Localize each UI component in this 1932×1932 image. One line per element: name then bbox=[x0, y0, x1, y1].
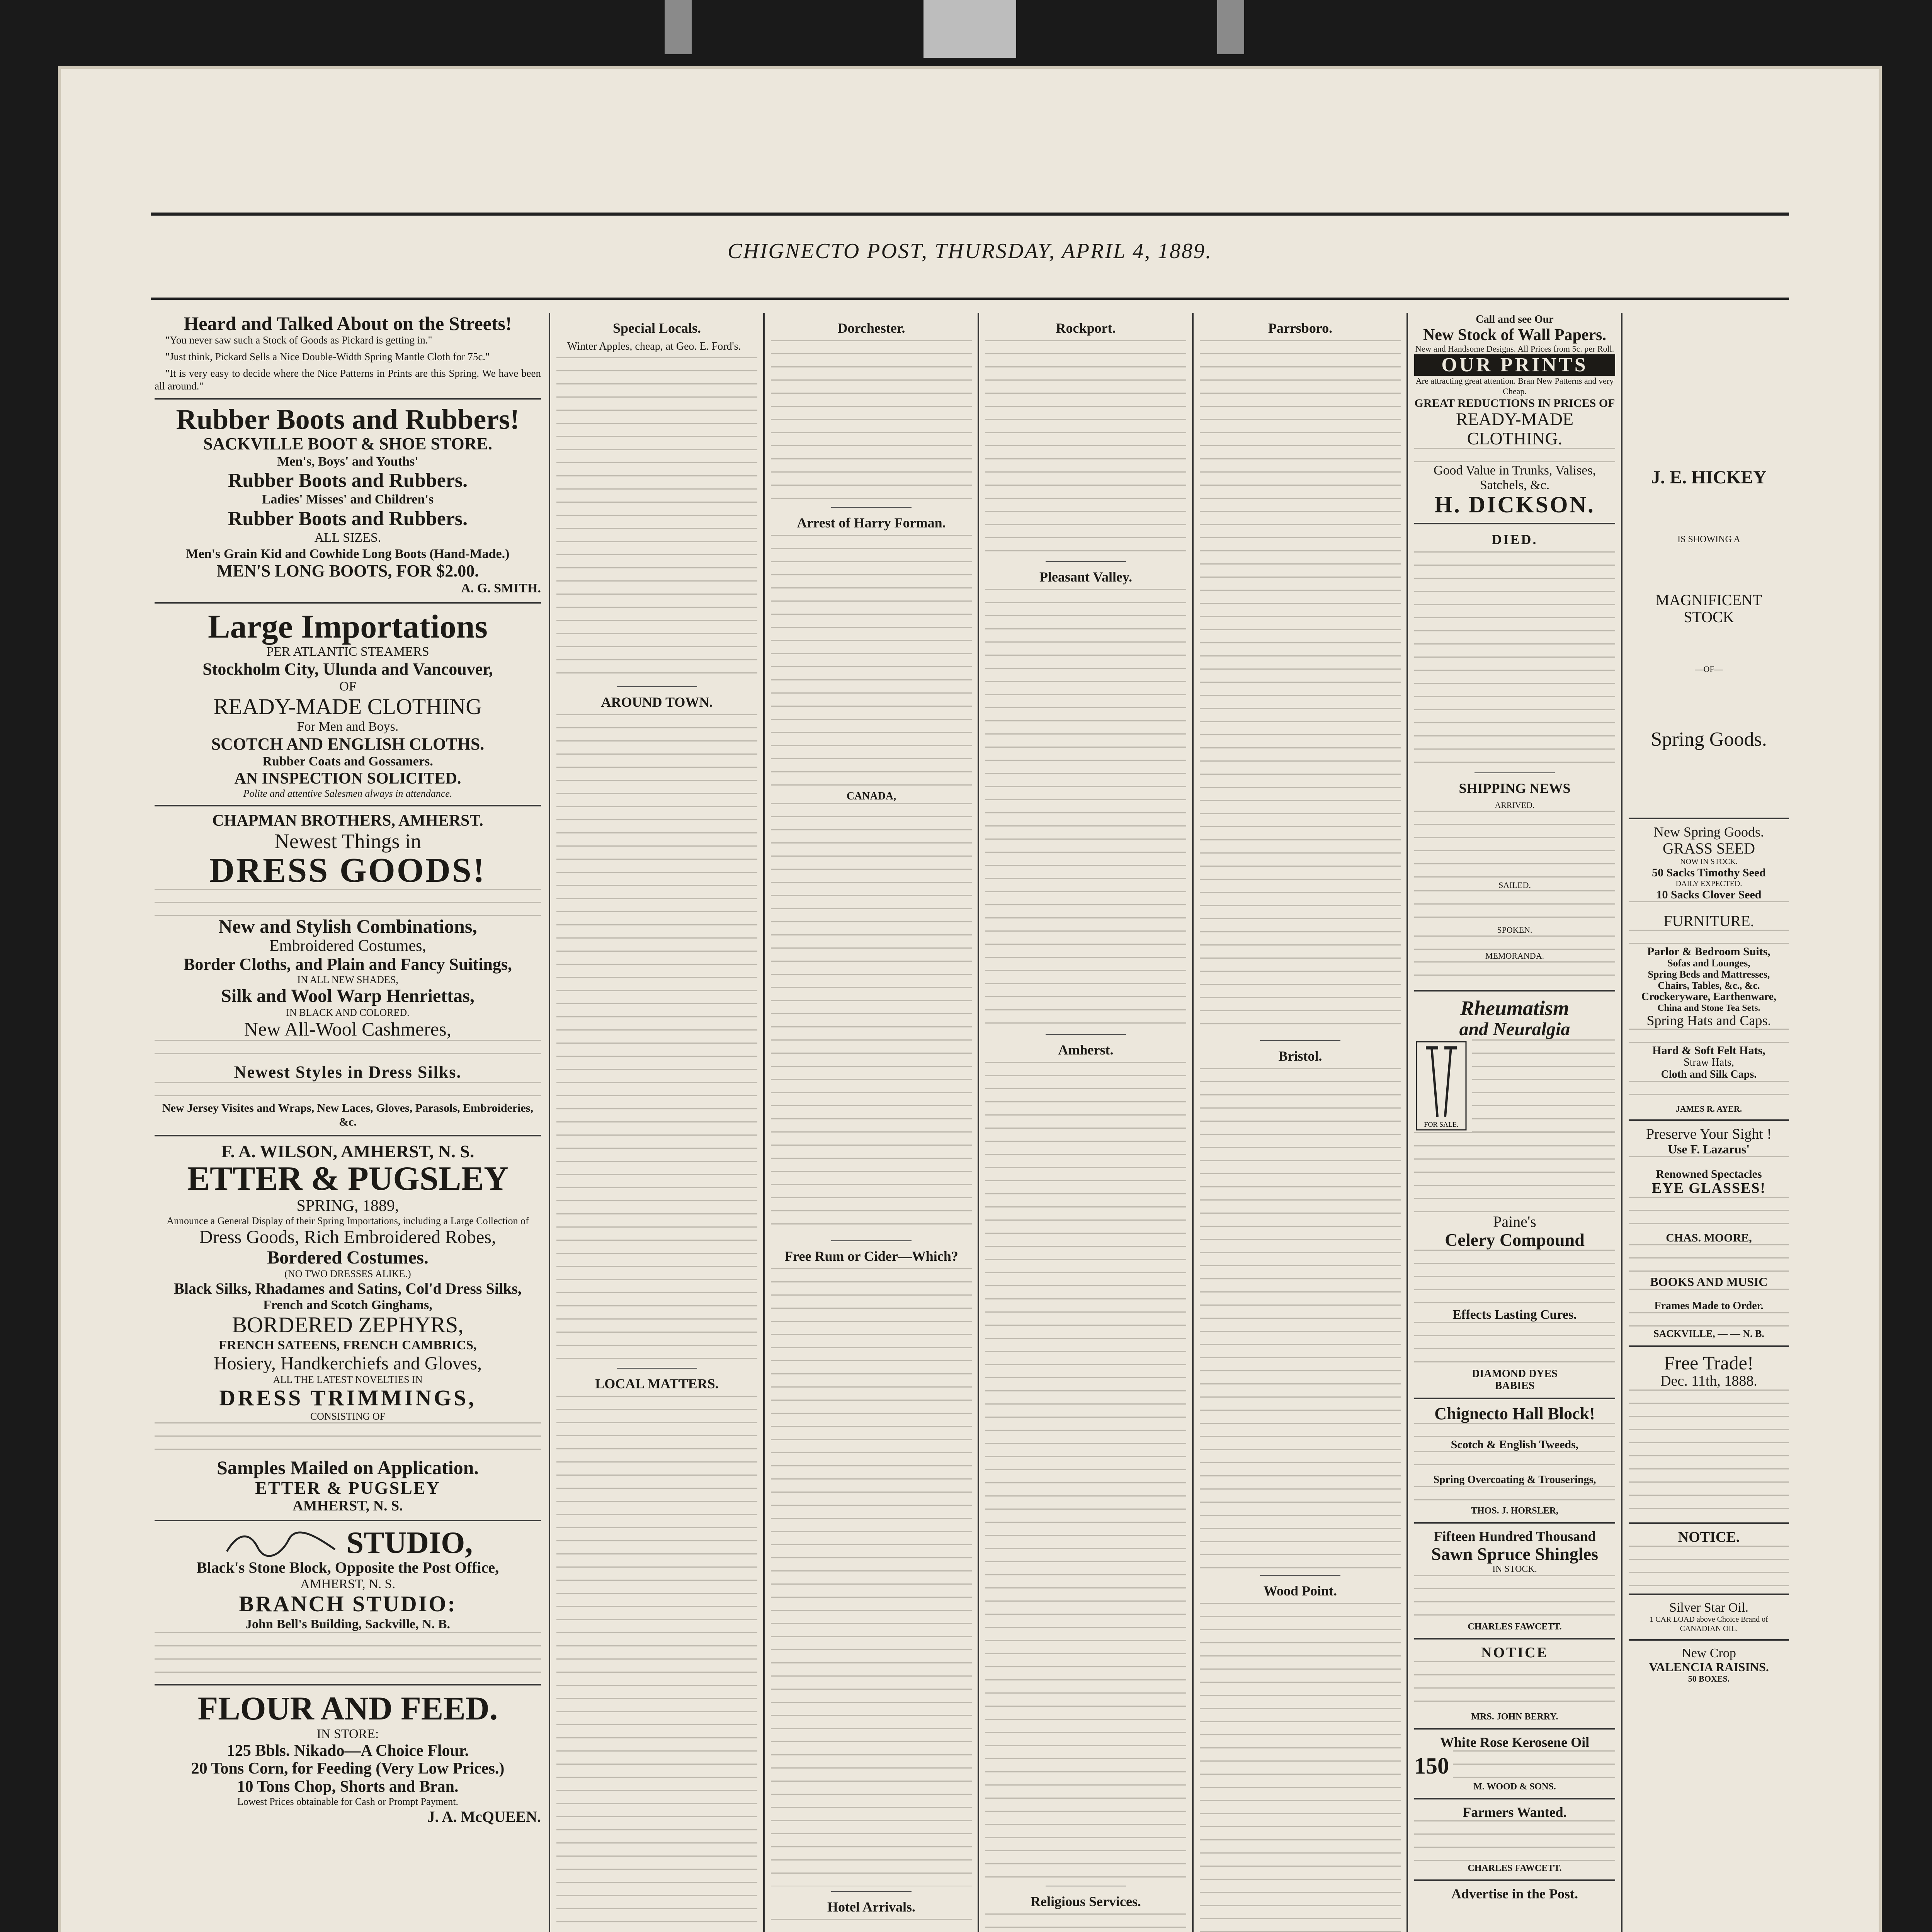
binder-clip-center bbox=[923, 0, 1016, 58]
fifteen-hundred: Fifteen Hundred Thousand bbox=[1434, 1529, 1596, 1544]
top-rule bbox=[151, 213, 1789, 216]
column-5 bbox=[1200, 313, 1401, 1932]
chapman-brothers: CHAPMAN BROTHERS, AMHERST. bbox=[212, 812, 483, 830]
around-town: AROUND TOWN. bbox=[601, 694, 713, 710]
dickson: H. DICKSON. bbox=[1434, 492, 1595, 518]
column-3: Dorchester. Arrest of Harry Forman. CANADA, Free Rum or Cider—Which? Hotel Arrivals. bbox=[771, 313, 972, 1932]
spring-hats: Spring Hats and Caps. bbox=[1646, 1013, 1771, 1029]
preserve-sight: Preserve Your Sight ! bbox=[1646, 1126, 1772, 1143]
wall-papers: New Stock of Wall Papers. bbox=[1423, 326, 1607, 344]
free-rum-cider: Free Rum or Cider—Which? bbox=[784, 1248, 958, 1264]
amherst-head: Amherst. bbox=[1058, 1042, 1114, 1058]
column-4 bbox=[985, 313, 1186, 1932]
crutches-illustration bbox=[1414, 1039, 1468, 1132]
streets-item: "It is very easy to decide where the Nice Patterns in Prints are this Spring. We have been all around." bbox=[155, 367, 541, 392]
binder-clip-right bbox=[1217, 0, 1244, 54]
special-locals: Special Locals. bbox=[612, 320, 701, 336]
bristol-head: Bristol. bbox=[1278, 1048, 1322, 1064]
wood-point-head: Wood Point. bbox=[1263, 1583, 1337, 1599]
furniture: FURNITURE. bbox=[1663, 912, 1754, 930]
white-rose-kerosene: White Rose Kerosene Oil bbox=[1440, 1735, 1590, 1750]
spring-goods: Spring Goods. bbox=[1651, 728, 1767, 750]
column-6: Call and see Our New Stock of Wall Papers. New and Handsome Designs. All Prices from 5c. per Roll. OUR PRINTS Are attracting great attention. Bran New Patterns and very Cheap. GREAT REDUCTIONS IN PRICES OF READY-MADE CLOTHING. Good Value in Trunks, Valises, Satchels, &c. H. DICKSON. DIED. SHIPPING NEWS ARRIVED. SAILED. SPOKEN. MEMORANDA. Rheumatism and Neuralgia FOR SALE. Paine's Celery Compound Effects Lasting Cures. DIAMOND DYES BABIES Chignecto Hall Block! Scotch & English Tweeds, Spring Overcoating & Trouserings, THOS. J. HORSLER, Fifteen Hundred Thousand Sawn Spruce Shingles IN STOCK. CHARLES FAWCETT. NOTICE MRS. JOHN BERRY. White Rose Kerosene Oil 150 M. WOOD & SONS. Farmers Wanted. CHARLES FAWCETT. Advertise in the Post. bbox=[1414, 313, 1615, 1901]
arrest-harry-forman: Arrest of Harry Forman. bbox=[797, 515, 946, 531]
shipping-news: SHIPPING NEWS bbox=[1459, 780, 1571, 796]
signature-logo bbox=[223, 1528, 339, 1559]
smith-signature: A. G. SMITH. bbox=[461, 581, 541, 596]
streets-item: "You never saw such a Stock of Goods as Pickard is getting in." bbox=[165, 334, 432, 346]
streets-item: "Just think, Pickard Sells a Nice Double-Width Spring Mantle Cloth for 75c." bbox=[165, 350, 490, 362]
column-7: J. E. HICKEY IS SHOWING A MAGNIFICENT STOCK —OF— Spring Goods. New Spring Goods. GRASS SEED NOW IN STOCK. 50 Sacks Timothy Seed DAILY EXPECTED. 10 Sacks Clover Seed FURNITURE. Parlor & Bedroom Suits, Sofas and Lounges, Spring Beds and Mattresses, Chairs, Tables, &c., &c. Crockeryware, Earthenware, China and Stone Tea Sets. Spring Hats and Caps. Hard & Soft Felt Hats, Straw Hats, Cloth and Silk Caps. JAMES R. AYER. Preserve Your Sight ! Use F. Lazarus' Renowned Spectacles EYE GLASSES! CHAS. MOORE, BOOKS AND MUSIC Frames Made to Order. SACKVILLE, — — N. B. Free Trade! Dec. 11th, 1888. NOTICE. Silver Star Oil. 1 CAR LOAD above Choice Brand of CANADIAN OIL. New Crop VALENCIA RAISINS. 50 BOXES. bbox=[1629, 313, 1789, 1932]
boot-store: SACKVILLE BOOT & SHOE STORE. bbox=[203, 434, 492, 454]
died-head: DIED. bbox=[1492, 531, 1538, 547]
etter-pugsley: ETTER & PUGSLEY bbox=[187, 1160, 509, 1198]
our-prints: OUR PRINTS bbox=[1414, 354, 1615, 376]
column-2: Special Locals. Winter Apples, cheap, at Geo. E. Ford's. AROUND TOWN. LOCAL MATTERS. bbox=[556, 313, 757, 1932]
masthead-rule bbox=[151, 298, 1789, 300]
column-1: Heard and Talked About on the Streets! "You never saw such a Stock of Goods as Pickard is getting in." "Just think, Pickard Sells a Nice Double-Width Spring Mantle Cloth for 75c." "It is very easy to decide where the Nice Patterns in Prints are this Spring. We have been all around." Rubber Boots and Rubbers! SACKVILLE BOOT & SHOE STORE. Men's, Boys' and Youths' Rubber Boots and Rubbers. Ladies' Misses' and Children's Rubber Boots and Rubbers. ALL SIZES. Men's Grain Kid and Cowhide Long Boots (Hand-Made.) MEN'S LONG BOOTS, FOR $2.00. A. G. SMITH. Large Importations PER ATLANTIC STEAMERS Stockholm City, Ulunda and Vancouver, OF READY-MADE CLOTHING For Men and Boys. SCOTCH AND ENGLISH CLOTHS. Rubber Coats and Gossamers. AN INSPECTION SOLICITED. Polite and attentive Salesmen always in attendance. CHAPMAN BROTHERS, AMHERST. Newest Things in DRESS GOODS! New and Stylish Combinations, Embroidered Costumes, Border Cloths, and Plain and Fancy Suitings, IN ALL NEW SHADES, Silk and Wool Warp Henriettas, IN BLACK AND COLORED. New All-Wool Cashmeres, Newest Styles in Dress Silks. New Jersey Visites and Wraps, New Laces, Gloves, Parasols, Embroideries, &c. F. A. WILSON, AMHERST, N. S. ETTER & PUGSLEY SPRING, 1889, Announce a General Display of their Spring Importations, including a Large Collection of Dress Goods, Rich Embroidered Robes, Bordered Costumes. (NO TWO DRESSES ALIKE.) Black Silks, Rhadames and Satins, Col'd Dress Silks, French and Scotch Ginghams, BORDERED ZEPHYRS, FRENCH SATEENS, FRENCH CAMBRICS, Hosiery, Handkerchiefs and Gloves, ALL THE LATEST NOVELTIES IN DRESS TRIMMINGS, CONSISTING OF Samples Mailed on Application. ETTER & PUGSLEY AMHERST, N. S. STUDIO, Black's Stone Block, Opposite the Post Office, AMHERST, N. S. BRANCH STUDIO: John Bell's Building, Sackville, N. B. FLOUR AND FEED. IN STORE: 125 Bbls. Nikado—A Choice Flour. 20 Tons Corn, for Feeding (Very Low Prices.) 10 Tons Chop, Shorts and Bran. Lowest Prices obtainable for Cash or Prompt Payment. J. A. McQUEEN. bbox=[155, 313, 541, 1826]
newspaper-page bbox=[58, 66, 1882, 1932]
valencia-raisins: VALENCIA RAISINS. bbox=[1649, 1660, 1769, 1674]
local-matters: LOCAL MATTERS. bbox=[595, 1376, 719, 1391]
studio-heading: STUDIO, bbox=[155, 1527, 541, 1559]
advertise-post: Advertise in the Post. bbox=[1451, 1886, 1578, 1901]
eyeglasses: EYE GLASSES! bbox=[1651, 1180, 1766, 1197]
masthead bbox=[151, 232, 1789, 270]
celery-compound: Celery Compound bbox=[1445, 1230, 1585, 1250]
farmers-wanted: Farmers Wanted. bbox=[1463, 1804, 1567, 1820]
chignecto-hall-block: Chignecto Hall Block! bbox=[1434, 1404, 1595, 1423]
rockport-head: Rockport. bbox=[1056, 320, 1116, 336]
large-importations: Large Importations bbox=[208, 607, 488, 645]
free-trade: Free Trade! bbox=[1664, 1352, 1754, 1374]
hotel-arrivals: Hotel Arrivals. bbox=[827, 1899, 915, 1915]
streets-headline: Heard and Talked About on the Streets! bbox=[184, 313, 512, 334]
rubber-boots-headline: Rubber Boots and Rubbers! bbox=[176, 403, 520, 435]
columns bbox=[155, 313, 1789, 1932]
dress-goods-headline: DRESS GOODS! bbox=[209, 851, 486, 889]
silver-star-oil: Silver Star Oil. bbox=[1669, 1600, 1748, 1615]
svg-text:FOR SALE.: FOR SALE. bbox=[1424, 1121, 1459, 1129]
wilson-amherst: F. A. WILSON, AMHERST, N. S. bbox=[221, 1141, 474, 1161]
pleasant-valley: Pleasant Valley. bbox=[1039, 569, 1133, 585]
streets-items bbox=[155, 334, 541, 393]
binder-clip-left bbox=[665, 0, 692, 54]
parrsboro-head: Parrsboro. bbox=[1268, 320, 1333, 336]
masthead-title: CHIGNECTO POST, THURSDAY, APRIL 4, 1889. bbox=[727, 239, 1213, 263]
je-hickey: J. E. HICKEY bbox=[1651, 467, 1767, 488]
rheumatism: Rheumatism bbox=[1460, 997, 1570, 1020]
notice-head: NOTICE bbox=[1481, 1645, 1548, 1661]
flour-feed: FLOUR AND FEED. bbox=[197, 1690, 498, 1727]
notice-head-2: NOTICE. bbox=[1678, 1529, 1740, 1545]
religious-services: Religious Services. bbox=[1031, 1893, 1141, 1909]
magnificent-stock: MAGNIFICENT STOCK bbox=[1655, 591, 1762, 626]
dorchester-head: Dorchester. bbox=[837, 320, 905, 336]
